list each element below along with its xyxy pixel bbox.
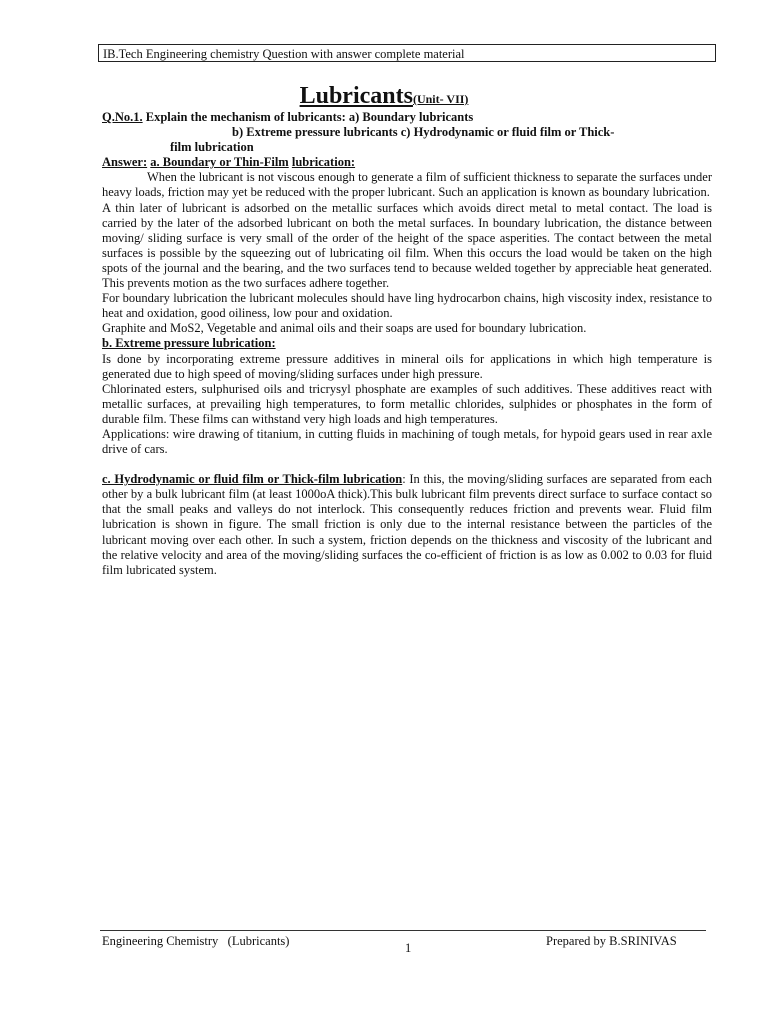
question-block <box>102 110 712 155</box>
footer-left-text: Engineering Chemistry (Lubricants) <box>102 934 290 948</box>
section-a-paragraph-4: Graphite and MoS2, Vegetable and animal oils and their soaps are used for boundary lubrication. <box>102 321 587 336</box>
document-body <box>102 110 712 578</box>
section-b-heading: b. Extreme pressure lubrication: <box>102 336 276 351</box>
answer-label: Answer: <box>102 155 148 170</box>
section-a-heading-part2: lubrication: <box>291 155 356 170</box>
question-line-1: Explain the mechanism of lubricants: a) Boundary lubricants <box>142 110 474 124</box>
section-a-heading-part1: a. Boundary or Thin-Film <box>150 155 289 170</box>
footer-author: Prepared by B.SRINIVAS <box>546 934 677 948</box>
section-b-paragraph-1: Is done by incorporating extreme pressure additives in mineral oils for applications in which high temperature is generated due to high speed of moving/sliding surfaces under high pressure. <box>102 351 712 381</box>
section-b-heading-row <box>102 336 712 351</box>
header-text: IB.Tech Engineering chemistry Question with answer complete material <box>103 47 465 61</box>
page-title <box>0 82 768 113</box>
title-unit: (Unit- VII) <box>412 92 469 106</box>
section-c-paragraph <box>102 472 712 578</box>
page-number: 1 <box>405 941 412 955</box>
section-a-paragraph-2: A thin later of lubricant is adsorbed on the metallic surfaces which avoids direct metal to metal contact. The load is carried by the later of the adsorbed lubricant on both the metal surfaces. In boundary lubrication, the distance between moving/ sliding surface is very small of the order of the height of the space asperities. The contact between the metal surfaces is possible by the squeezing out of lubricating oil film. When this occurs the load would be taken on the high spots of the journal and the bearing, and the two surfaces tend to because welded together by appreciable heat generated. This prevents motion as the two surfaces adhere together. <box>102 200 712 291</box>
question-line-3: film lubrication <box>170 140 254 155</box>
answer-heading <box>102 155 712 170</box>
title-main: Lubricants <box>299 83 413 109</box>
question-line-2: b) Extreme pressure lubricants c) Hydrodynamic or fluid film or Thick- <box>232 125 615 140</box>
section-a-paragraph-1: When the lubricant is not viscous enough to generate a film of sufficient thickness to separate the surfaces under heavy loads, friction may yet be reduced with the proper lubricant. Such an application is known as boundary lubrication. <box>102 170 712 200</box>
section-b-paragraph-2: Chlorinated esters, sulphurised oils and tricrysyl phosphate are examples of such additives. These additives react with metallic surfaces, at prevailing high temperatures, to form metallic chlorides, sulphides or phosphates in the form of durable film. These films can withstand very high loads and high temperatures. <box>102 381 712 426</box>
section-c-heading: c. Hydrodynamic or fluid film or Thick-film lubrication <box>102 472 403 487</box>
question-label: Q.No.1. <box>102 110 143 124</box>
document-header <box>98 44 716 62</box>
section-a-paragraph-3: For boundary lubrication the lubricant molecules should have ling hydrocarbon chains, high viscosity index, resistance to heat and oxidation, good oiliness, low pour and oxidation. <box>102 291 712 321</box>
section-c-text: : In this, the moving/sliding surfaces are separated from each other by a bulk lubricant film (at least 1000oA thick).This bulk lubricant film prevents direct surface to surface contact so that the small peaks and valleys do not interlock. This consequently reduces friction and prevents wear. Fluid film lubrication is shown in figure. The small friction is only due to the internal resistance between the particles of the lubricant moving over each other. In such a system, friction depends on the thickness and viscosity of the lubricant and the relative velocity and area of the moving/sliding surfaces the co-efficient of friction is as low as 0.002 to 0.03 for fluid film lubricated system. <box>102 472 712 577</box>
spacer <box>102 457 712 472</box>
footer-divider <box>100 930 706 931</box>
section-b-paragraph-3: Applications: wire drawing of titanium, in cutting fluids in machining of tough metals, for hypoid gears used in rear axle drive of cars. <box>102 426 712 457</box>
